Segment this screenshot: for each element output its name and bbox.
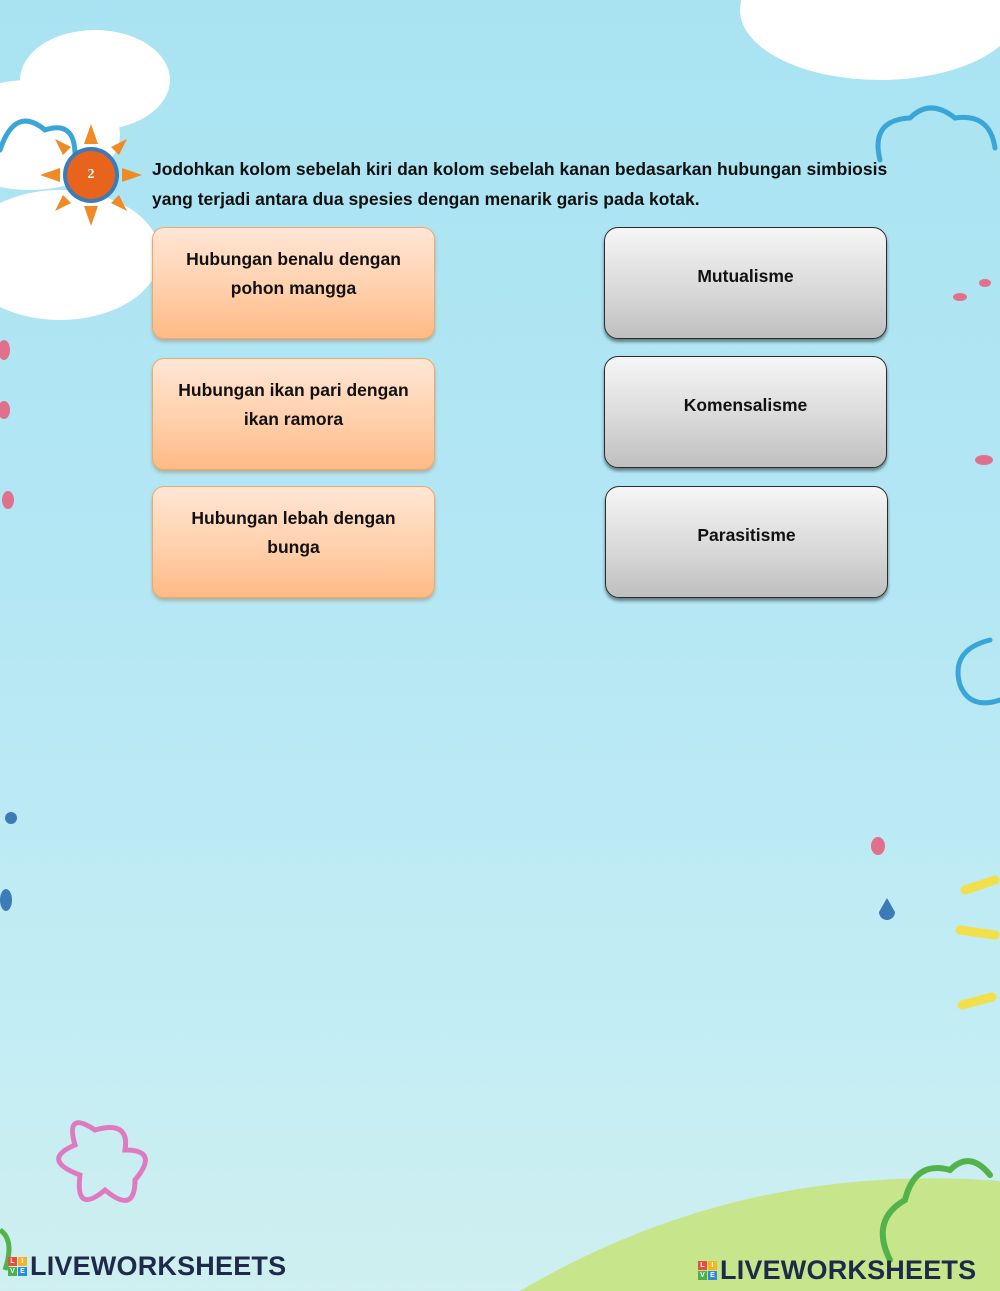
right-item-label: Komensalisme — [683, 395, 808, 415]
doodle-drop-1 — [879, 898, 895, 920]
right-item-mutualisme[interactable] — [604, 227, 887, 339]
logo-text: LIVEWORKSHEETS — [720, 1255, 977, 1285]
logo-text: LIVEWORKSHEETS — [30, 1251, 287, 1281]
question-number: 2 — [87, 167, 95, 182]
doodle-petal-3 — [975, 455, 993, 465]
left-item-benalu[interactable] — [152, 227, 435, 339]
right-item-label: Parasitisme — [697, 525, 796, 545]
doodle-flower-pink — [59, 1123, 146, 1201]
doodle-cloud-outline-right — [878, 108, 995, 160]
doodle-petal-1 — [953, 293, 967, 301]
doodle-drop-2 — [0, 889, 12, 911]
left-item-label: Hubungan lebah dengan bunga — [191, 508, 396, 557]
doodle-sunrays-right — [960, 880, 995, 1005]
doodle-dot-1 — [5, 812, 17, 824]
doodle-petal-2 — [979, 279, 991, 287]
liveworksheets-logo-right — [698, 1255, 976, 1286]
right-item-label: Mutualisme — [697, 266, 794, 286]
doodle-petal-6 — [0, 401, 10, 419]
left-item-ikan-pari[interactable] — [152, 358, 435, 470]
liveworksheets-logo-left — [8, 1251, 286, 1282]
left-item-label: Hubungan benalu dengan pohon mangga — [186, 249, 401, 298]
doodle-arc-right — [958, 640, 1000, 703]
logo-mark-icon: L I V E — [8, 1257, 27, 1276]
question-number-badge — [38, 122, 144, 228]
right-item-komensalisme[interactable] — [604, 356, 887, 468]
left-item-lebah[interactable] — [152, 486, 435, 598]
doodle-petal-7 — [2, 491, 14, 509]
doodle-petal-4 — [871, 837, 885, 855]
logo-mark-icon: L I V E — [698, 1261, 717, 1280]
left-item-label: Hubungan ikan pari dengan ikan ramora — [178, 380, 409, 429]
question-instruction: Jodohkan kolom sebelah kiri dan kolom sebelah kanan bedasarkan hubungan simbiosis yang terjadi antara dua spesies dengan menarik garis pada kotak. — [152, 159, 888, 209]
doodle-petal-5 — [0, 340, 10, 360]
right-item-parasitisme[interactable] — [605, 486, 888, 598]
